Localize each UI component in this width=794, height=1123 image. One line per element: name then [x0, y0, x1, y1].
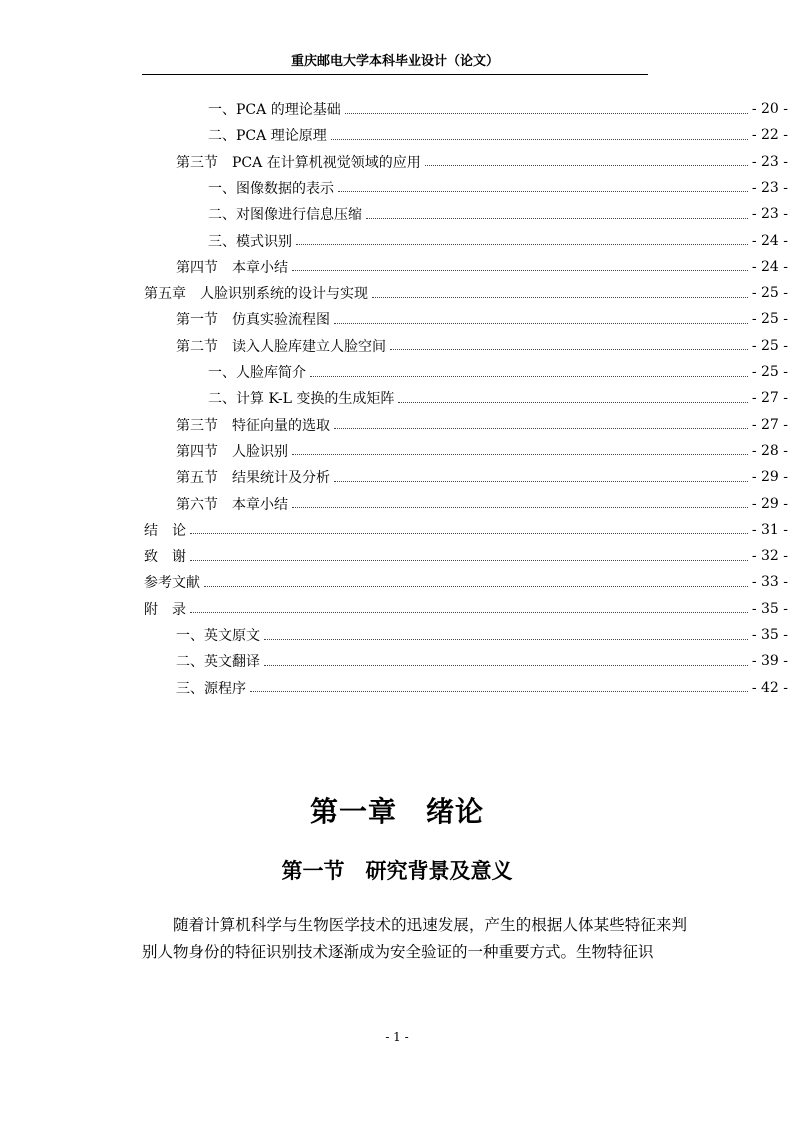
toc-leader-dots [331, 139, 748, 140]
toc-entry-title: 三、源程序 [176, 680, 246, 697]
toc-entry-page: - 23 - [751, 179, 788, 196]
toc-entry-page: - 24 - [751, 232, 788, 249]
toc-entry[interactable] [144, 517, 788, 543]
body-paragraph: 随着计算机科学与生物医学技术的迅速发展，产生的根据人体某些特征来判别人物身份的特征识别技术逐渐成为安全验证的一种重要方式。生物特征识 [142, 916, 687, 961]
toc-entry-title: 第三节 特征向量的选取 [176, 417, 330, 434]
toc-entry-title: 二、对图像进行信息压缩 [208, 207, 362, 224]
toc-leader-dots [366, 218, 748, 219]
toc-entry[interactable] [144, 596, 788, 622]
toc-entry[interactable] [176, 412, 788, 438]
toc-leader-dots [204, 586, 748, 587]
toc-entry-title: 一、人脸库简介 [208, 365, 306, 381]
toc-leader-dots [264, 639, 748, 640]
toc-entry-title: 第三节 PCA 在计算机视觉领域的应用 [176, 154, 421, 171]
toc-entry-title: 第四节 人脸识别 [176, 443, 288, 460]
toc-entry-page: - 25 - [751, 364, 788, 380]
page-number: - 1 - [385, 1030, 409, 1044]
toc-entry-title: 二、英文翻译 [176, 654, 260, 671]
toc-entry-page: - 32 - [751, 548, 788, 565]
toc-leader-dots [310, 376, 748, 377]
toc-leader-dots [390, 349, 748, 350]
toc-leader-dots [292, 270, 748, 271]
toc-entry-title: 第五节 结果统计及分析 [176, 470, 330, 487]
toc-entry-page: - 42 - [751, 679, 788, 696]
toc-entry[interactable] [144, 280, 788, 306]
toc-entry-title: 附 录 [144, 601, 186, 618]
toc-entry-title: 一、英文原文 [176, 628, 260, 644]
chapter-title: 第一章 绪论 [309, 795, 484, 828]
toc-entry-title: 致 谢 [144, 549, 186, 566]
toc-leader-dots [190, 612, 748, 613]
toc-entry[interactable] [144, 569, 788, 595]
toc-entry[interactable] [208, 228, 788, 254]
toc-entry-page: - 29 - [751, 495, 788, 512]
toc-entry-title: 第六节 本章小结 [176, 496, 288, 513]
page-header: 重庆邮电大学本科毕业设计（论文） [142, 52, 648, 75]
toc-leader-dots [250, 691, 748, 692]
toc-entry-page: - 25 - [751, 311, 788, 328]
toc-leader-dots [334, 428, 748, 429]
toc-entry[interactable] [208, 359, 788, 385]
toc-entry[interactable] [176, 254, 788, 280]
toc-entry-title: 二、计算 K-L 变换的生成矩阵 [208, 391, 395, 408]
toc-entry[interactable] [176, 149, 788, 175]
toc-entry[interactable] [176, 438, 788, 464]
toc-leader-dots [334, 481, 748, 482]
toc-leader-dots [296, 244, 748, 245]
toc-entry-title: 参考文献 [144, 575, 200, 592]
toc-leader-dots [190, 533, 748, 534]
toc-entry[interactable] [176, 675, 788, 701]
toc-entry-page: - 23 - [751, 153, 788, 170]
toc-entry-page: - 23 - [751, 206, 788, 223]
toc-entry-title: 第五章 人脸识别系统的设计与实现 [144, 286, 368, 303]
toc-entry[interactable] [176, 333, 788, 359]
toc-entry-title: 三、模式识别 [208, 233, 292, 250]
toc-entry[interactable] [208, 96, 788, 122]
toc-entry-page: - 20 - [751, 101, 788, 117]
toc-entry[interactable] [208, 385, 788, 411]
toc-entry-page: - 24 - [751, 258, 788, 275]
toc-entry-page: - 29 - [751, 469, 788, 486]
toc-entry-page: - 27 - [751, 390, 788, 407]
toc-entry-page: - 28 - [751, 442, 788, 459]
toc-entry[interactable] [176, 464, 788, 490]
toc-entry-page: - 35 - [751, 627, 788, 643]
toc-leader-dots [190, 560, 748, 561]
toc-entry-page: - 31 - [751, 521, 788, 538]
toc-entry-page: - 25 - [751, 337, 788, 354]
toc-entry-title: 第四节 本章小结 [176, 259, 288, 276]
toc-entry[interactable] [208, 175, 788, 201]
toc-entry-page: - 22 - [751, 127, 788, 144]
toc-entry-page: - 25 - [751, 285, 788, 302]
toc-leader-dots [345, 113, 748, 114]
toc-entry-title: 一、图像数据的表示 [208, 180, 334, 197]
toc-leader-dots [334, 323, 748, 324]
toc-leader-dots [338, 191, 748, 192]
toc-leader-dots [292, 507, 748, 508]
toc-entry-title: 一、PCA 的理论基础 [208, 102, 341, 118]
toc-leader-dots [264, 665, 748, 666]
toc-entry[interactable] [176, 622, 788, 648]
section-title: 第一节 研究背景及意义 [281, 858, 513, 883]
toc-entry[interactable] [208, 201, 788, 227]
toc-leader-dots [398, 402, 747, 403]
toc-entry-page: - 33 - [751, 574, 788, 591]
toc-leader-dots [372, 297, 748, 298]
toc-entry-title: 结 论 [144, 522, 186, 539]
toc-leader-dots [425, 165, 748, 166]
toc-entry-page: - 27 - [751, 416, 788, 433]
toc-entry[interactable] [176, 306, 788, 332]
toc-entry-title: 第一节 仿真实验流程图 [176, 312, 330, 329]
toc-entry-page: - 39 - [751, 653, 788, 670]
toc-entry-page: - 35 - [751, 600, 788, 617]
toc-leader-dots [292, 454, 748, 455]
toc-entry-title: 第二节 读入人脸库建立人脸空间 [176, 338, 386, 355]
toc-entry[interactable] [176, 648, 788, 674]
toc-entry-title: 二、PCA 理论原理 [208, 128, 327, 145]
toc-entry[interactable] [208, 122, 788, 148]
toc-entry[interactable] [176, 491, 788, 517]
toc-entry[interactable] [144, 543, 788, 569]
